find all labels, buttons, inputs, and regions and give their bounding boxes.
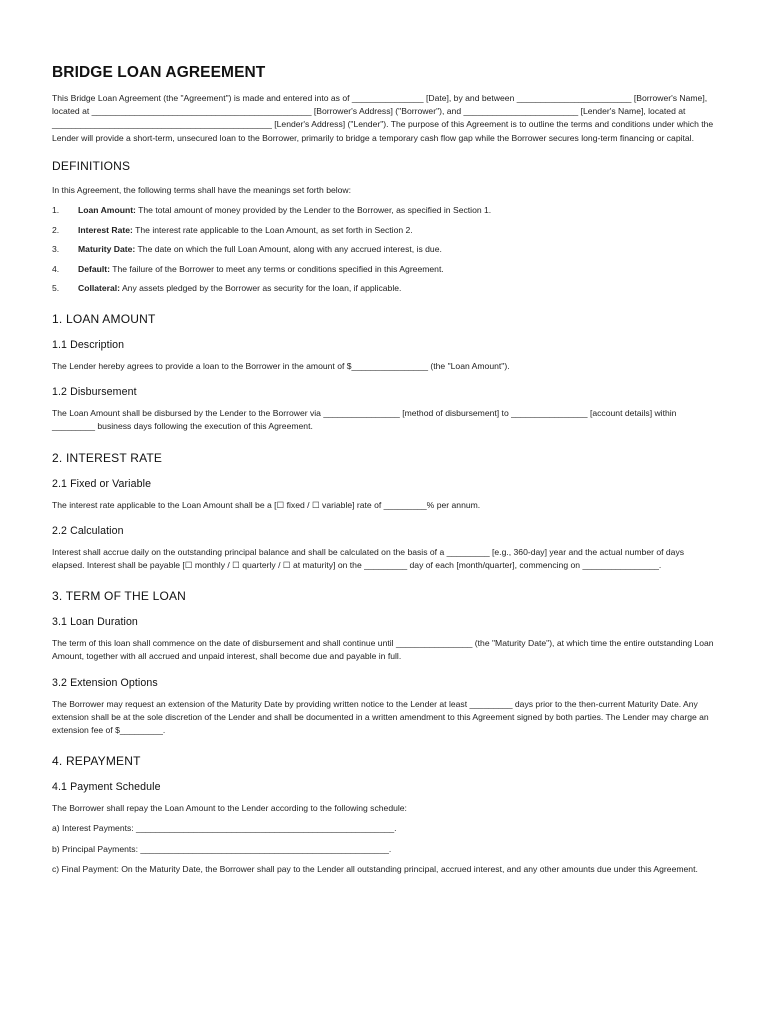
section-2-heading: 2. INTEREST RATE: [52, 450, 163, 465]
section-4-1-text: The Borrower shall repay the Loan Amount to the Lender according to the following schedule:: [52, 803, 407, 814]
section-3-heading: 3. TERM OF THE LOAN: [52, 589, 187, 604]
interest-payments-line: a) Interest Payments: ______________________________________________________.: [52, 823, 397, 834]
section-2-2-text: Interest shall accrue daily on the outstanding principal balance and shall be calculated on the basis of a _________ [e.g., 360-day] year and the actual number of days elapsed. Interest shall be payable [☐ monthly / ☐ quarterly / ☐ at maturity] on the _________ day of each [month/quarter], commencing on ________________.: [52, 546, 685, 571]
definition-number: 3.: [52, 244, 60, 255]
definition-item: [52, 243, 718, 256]
section-3-1-heading: 3.1 Loan Duration: [52, 616, 138, 629]
section-3-1-text: The term of this loan shall commence on the date of disbursement and shall continue until ________________ (the "Maturity Date"), at which time the entire outstanding Loan Amount, together with all accrued and unpaid interest, shall become due and payable in full.: [52, 638, 714, 662]
section-3-2-text: The Borrower may request an extension of the Maturity Date by providing written notice to the Lender at least _________ days prior to the then-current Maturity Date. Any extension shall be at the sole discretion of the Lender and shall be documented in a written amendment to this Agreement signed by both parties. The Lender may charge an extension fee of $_________.: [52, 698, 709, 736]
section-1-1-heading: 1.1 Description: [52, 339, 125, 352]
section-4-heading: 4. REPAYMENT: [52, 754, 141, 769]
definition-text: The interest rate applicable to the Loan Amount, as set forth in Section 2.: [132, 224, 413, 235]
definition-item: [52, 204, 718, 217]
definition-number: 1.: [52, 205, 60, 216]
definition-number: 4.: [52, 263, 60, 274]
section-2-1-text: The interest rate applicable to the Loan Amount shall be a [☐ fixed / ☐ variable] rate of _________% per annum.: [52, 499, 481, 510]
section-1-2-heading: 1.2 Disbursement: [52, 386, 137, 399]
definition-term: Maturity Date:: [78, 244, 136, 255]
section-4-1-heading: 4.1 Payment Schedule: [52, 781, 161, 794]
definition-item: [52, 224, 718, 237]
definition-text: The failure of the Borrower to meet any terms or conditions specified in this Agreement.: [110, 263, 444, 274]
definition-term: Interest Rate:: [78, 224, 133, 235]
definition-item: [52, 282, 718, 295]
section-3-2-heading: 3.2 Extension Options: [52, 676, 158, 689]
definition-text: The total amount of money provided by the Lender to the Borrower, as specified in Section 1.: [135, 205, 492, 216]
section-2-2-heading: 2.2 Calculation: [52, 524, 124, 537]
section-2-1-heading: 2.1 Fixed or Variable: [52, 477, 152, 490]
definition-number: 2.: [52, 224, 60, 235]
definitions-lead: In this Agreement, the following terms shall have the meanings set forth below:: [52, 184, 352, 195]
document-title: BRIDGE LOAN AGREEMENT: [52, 64, 266, 81]
definitions-heading: DEFINITIONS: [52, 158, 131, 173]
intro-paragraph: This Bridge Loan Agreement (the "Agreement") is made and entered into as of _______________ [Date], by and between ________________________ [Borrower's Name], located at ______________________________________________ [Borrower's Address] ("Borrower"), and ________________________ [Lender's Name], located at ______________________________________________ [Lender's Address] ("Lender"). The purpose of this Agreement is to outline the terms and conditions under which the Lender will provide a short-term, unsecured loan to the Borrower, primarily to bridge a temporary cash flow gap while the Borrower secures long-term financing or capital.: [52, 93, 714, 143]
principal-payments-line: b) Principal Payments: ____________________________________________________.: [52, 843, 392, 854]
section-1-heading: 1. LOAN AMOUNT: [52, 312, 156, 327]
definition-number: 5.: [52, 283, 60, 294]
definition-term: Loan Amount:: [78, 205, 136, 216]
final-payment-line: c) Final Payment: On the Maturity Date, the Borrower shall pay to the Lender all outstanding principal, accrued interest, and any other amounts due under this Agreement.: [52, 863, 698, 874]
definition-text: The date on which the full Loan Amount, along with any accrued interest, is due.: [135, 244, 442, 255]
definition-term: Default:: [78, 263, 110, 274]
definition-item: [52, 263, 718, 276]
definition-term: Collateral:: [78, 283, 121, 294]
definitions-list: [52, 204, 718, 295]
section-1-2-text: The Loan Amount shall be disbursed by the Lender to the Borrower via ________________ [method of disbursement] to ________________ [account details] within _________ business days following the execution of this Agreement.: [52, 408, 677, 432]
section-1-1-text: The Lender hereby agrees to provide a loan to the Borrower in the amount of $________________ (the "Loan Amount").: [52, 361, 510, 372]
definition-text: Any assets pledged by the Borrower as security for the loan, if applicable.: [120, 283, 402, 294]
